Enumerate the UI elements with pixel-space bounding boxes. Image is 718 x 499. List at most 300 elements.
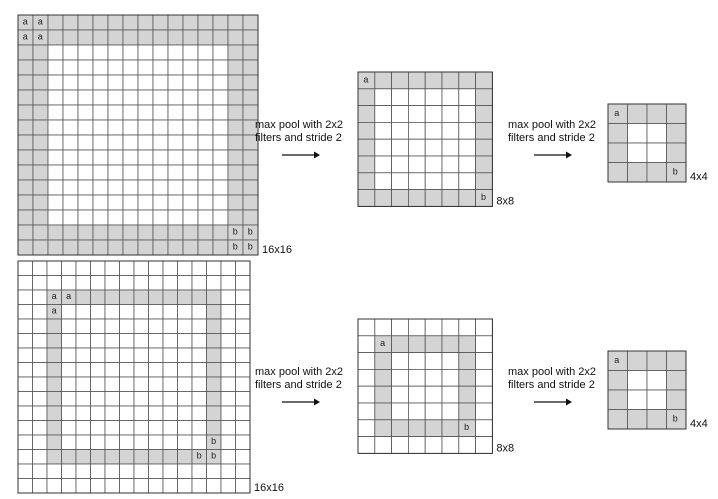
- grid-cell: [76, 435, 91, 450]
- grid-cell: [168, 45, 183, 60]
- grid-cell: [76, 261, 91, 276]
- grid-cell: [108, 15, 123, 30]
- grid-cell: [207, 290, 222, 305]
- grid-cell: [408, 369, 425, 386]
- grid-cell: [48, 180, 63, 195]
- grid-cell: [228, 90, 243, 105]
- grid-cell: [149, 392, 164, 407]
- grid-cell: [207, 261, 222, 276]
- grid-cell: [18, 363, 33, 378]
- grid-cell: [207, 334, 222, 349]
- grid-cell: [442, 190, 459, 207]
- grid-cell: [213, 120, 228, 135]
- grid-cell: [476, 173, 493, 190]
- grid-cell: [192, 261, 207, 276]
- grid-cell: [149, 435, 164, 450]
- grid-cell: [78, 60, 93, 75]
- grid-cell: [120, 450, 135, 465]
- grid-cell: [33, 479, 48, 494]
- grid-cell: [153, 240, 168, 255]
- arrow-head-icon: [566, 399, 572, 406]
- grid-cell: [425, 139, 442, 156]
- grid-cell: [358, 122, 375, 139]
- grid-cell: [358, 319, 375, 336]
- grid-cell: [76, 406, 91, 421]
- grid-cell: [105, 435, 120, 450]
- grid-cell: [228, 105, 243, 120]
- grid-cell: [153, 195, 168, 210]
- grid-cell: [358, 106, 375, 123]
- cell-letter-b: b: [211, 435, 217, 446]
- pool-arrow-group: [508, 119, 596, 159]
- grid-cell: [459, 122, 476, 139]
- grid-cell: [18, 261, 33, 276]
- grid-cell: [667, 124, 687, 144]
- grid-cell: [134, 435, 149, 450]
- grid-cell: [192, 406, 207, 421]
- grid-cell: [76, 276, 91, 291]
- grid-cell: [442, 369, 459, 386]
- grid-cell: [476, 72, 493, 89]
- grid-cell: [48, 195, 63, 210]
- grid-cell: [93, 90, 108, 105]
- grid-cell: [459, 89, 476, 106]
- grid-cell: [358, 386, 375, 403]
- grid-cell: [392, 386, 409, 403]
- grid-cell: [628, 410, 648, 430]
- grid-cell: [408, 437, 425, 454]
- grid-cell: [178, 450, 193, 465]
- grid-cell: [63, 75, 78, 90]
- grid-cell: [236, 421, 251, 436]
- grid-cell: [228, 120, 243, 135]
- grid-cell: [18, 165, 33, 180]
- grid-cell: [48, 45, 63, 60]
- grid-cell: [198, 30, 213, 45]
- grid-8x8-row2: [358, 319, 514, 454]
- grid-cell: [138, 30, 153, 45]
- grid-cell: [138, 225, 153, 240]
- grid-cell: [608, 124, 628, 144]
- grid-cell: [33, 90, 48, 105]
- grid-cell: [375, 420, 392, 437]
- grid-cell: [33, 105, 48, 120]
- grid-cell: [91, 290, 106, 305]
- grid-cell: [425, 437, 442, 454]
- grid-cell: [134, 377, 149, 392]
- grid-cell: [18, 464, 33, 479]
- grid-cell: [608, 163, 628, 183]
- grid-cell: [408, 173, 425, 190]
- grid-size-label: 4x4: [690, 171, 708, 183]
- grid-cell: [425, 122, 442, 139]
- grid-cell: [168, 135, 183, 150]
- grid-cell: [48, 15, 63, 30]
- grid-cell: [198, 180, 213, 195]
- grid-cell: [192, 479, 207, 494]
- grid-cell: [168, 225, 183, 240]
- grid-cell: [138, 60, 153, 75]
- grid-cell: [138, 150, 153, 165]
- grid-cell: [192, 319, 207, 334]
- grid-cell: [91, 363, 106, 378]
- grid-cell: [105, 319, 120, 334]
- arrow-head-icon: [314, 152, 320, 159]
- grid-cell: [33, 435, 48, 450]
- grid-cell: [192, 305, 207, 320]
- grid-cell: [48, 90, 63, 105]
- grid-cell: [628, 163, 648, 183]
- grid-cell: [108, 240, 123, 255]
- cell-letter-a: a: [51, 305, 57, 316]
- grid-cell: [476, 437, 493, 454]
- grid-cell: [105, 334, 120, 349]
- grid-cell: [91, 421, 106, 436]
- cell-letter-b: b: [211, 450, 217, 461]
- grid-cell: [153, 45, 168, 60]
- grid-cell: [228, 30, 243, 45]
- grid-cell: [178, 435, 193, 450]
- grid-cell: [213, 150, 228, 165]
- grid-cell: [192, 334, 207, 349]
- grid-cell: [243, 195, 258, 210]
- grid-cell: [392, 122, 409, 139]
- grid-cell: [105, 377, 120, 392]
- grid-cell: [78, 135, 93, 150]
- grid-cell: [108, 165, 123, 180]
- grid-cell: [78, 240, 93, 255]
- grid-cell: [192, 363, 207, 378]
- grid-cell: [392, 420, 409, 437]
- grid-cell: [153, 15, 168, 30]
- grid-cell: [93, 105, 108, 120]
- cell-letter-a: a: [614, 108, 620, 119]
- grid-cell: [647, 124, 667, 144]
- grid-cell: [18, 120, 33, 135]
- cell-letter-b: b: [672, 166, 678, 177]
- grid-4x4-row2: [608, 351, 708, 430]
- grid-cell: [442, 122, 459, 139]
- grid-cell: [153, 30, 168, 45]
- grid-cell: [33, 150, 48, 165]
- grid-cell: [236, 305, 251, 320]
- grid-cell: [647, 351, 667, 371]
- grid-cell: [408, 156, 425, 173]
- grid-cell: [213, 180, 228, 195]
- pool-caption-line: max pool with 2x2: [508, 366, 597, 378]
- grid-cell: [358, 353, 375, 370]
- pool-caption-line: filters and stride 2: [255, 379, 342, 391]
- grid-cell: [108, 45, 123, 60]
- grid-cell: [108, 60, 123, 75]
- pool-caption-line: max pool with 2x2: [255, 119, 344, 131]
- grid-cell: [93, 30, 108, 45]
- grid-cell: [138, 165, 153, 180]
- grid-cell: [18, 75, 33, 90]
- grid-cell: [62, 319, 77, 334]
- grid-cell: [358, 403, 375, 420]
- grid-cell: [228, 150, 243, 165]
- grid-cell: [647, 371, 667, 391]
- grid-cell: [183, 240, 198, 255]
- grid-cell: [108, 75, 123, 90]
- grid-cell: [221, 392, 236, 407]
- grid-cell: [183, 30, 198, 45]
- grid-cell: [628, 124, 648, 144]
- grid-cell: [163, 450, 178, 465]
- grid-cell: [178, 363, 193, 378]
- grid-cell: [105, 406, 120, 421]
- grid-cell: [183, 75, 198, 90]
- grid-cell: [476, 369, 493, 386]
- grid-cell: [207, 392, 222, 407]
- grid-cell: [213, 30, 228, 45]
- grid-cell: [33, 45, 48, 60]
- grid-cell: [78, 210, 93, 225]
- grid-cell: [63, 105, 78, 120]
- grid-cell: [236, 261, 251, 276]
- grid-cell: [138, 45, 153, 60]
- grid-cell: [375, 173, 392, 190]
- grid-cell: [76, 305, 91, 320]
- grid-cell: [76, 363, 91, 378]
- grid-cell: [476, 403, 493, 420]
- grid-cell: [168, 150, 183, 165]
- grid-cell: [18, 195, 33, 210]
- grid-cell: [134, 392, 149, 407]
- grid-cell: [78, 165, 93, 180]
- grid-cell: [63, 30, 78, 45]
- grid-cell: [18, 392, 33, 407]
- grid-cell: [76, 348, 91, 363]
- grid-cell: [134, 464, 149, 479]
- grid-cell: [47, 334, 62, 349]
- grid-cell: [459, 173, 476, 190]
- grid-cell: [425, 89, 442, 106]
- grid-cell: [392, 403, 409, 420]
- grid-cell: [123, 105, 138, 120]
- grid-cell: [33, 421, 48, 436]
- grid-cell: [63, 60, 78, 75]
- grid-cell: [33, 464, 48, 479]
- grid-cell: [76, 479, 91, 494]
- grid-cell: [48, 75, 63, 90]
- grid-cell: [183, 195, 198, 210]
- grid-cell: [93, 225, 108, 240]
- grid-cell: [192, 348, 207, 363]
- grid-cell: [47, 319, 62, 334]
- grid-cell: [178, 261, 193, 276]
- grid-cell: [62, 261, 77, 276]
- grid-cell: [476, 336, 493, 353]
- grid-cell: [476, 106, 493, 123]
- grid-cell: [228, 75, 243, 90]
- grid-cell: [63, 45, 78, 60]
- grid-cell: [78, 45, 93, 60]
- grid-cell: [358, 173, 375, 190]
- grid-cell: [425, 319, 442, 336]
- grid-cell: [134, 348, 149, 363]
- grid-cell: [120, 479, 135, 494]
- grid-cell: [18, 334, 33, 349]
- grid-cell: [207, 464, 222, 479]
- grid-cell: [62, 276, 77, 291]
- grid-cell: [153, 105, 168, 120]
- grid-cell: [149, 479, 164, 494]
- grid-cell: [93, 195, 108, 210]
- grid-cell: [163, 363, 178, 378]
- grid-cell: [425, 190, 442, 207]
- grid-cell: [105, 421, 120, 436]
- grid-cell: [153, 225, 168, 240]
- grid-cell: [178, 334, 193, 349]
- grid-cell: [134, 363, 149, 378]
- grid-cell: [78, 75, 93, 90]
- grid-cell: [236, 479, 251, 494]
- grid-cell: [33, 450, 48, 465]
- grid-cell: [91, 305, 106, 320]
- grid-cell: [221, 319, 236, 334]
- grid-cell: [442, 403, 459, 420]
- grid-cell: [192, 276, 207, 291]
- grid-cell: [153, 90, 168, 105]
- grid-cell: [33, 348, 48, 363]
- grid-cell: [123, 195, 138, 210]
- grid-size-label: 16x16: [262, 244, 292, 256]
- grid-cell: [33, 363, 48, 378]
- grid-cell: [48, 30, 63, 45]
- grid-cell: [442, 420, 459, 437]
- grid-cell: [123, 45, 138, 60]
- grid-cell: [198, 105, 213, 120]
- grid-cell: [236, 406, 251, 421]
- grid-cell: [221, 363, 236, 378]
- grid-cell: [63, 135, 78, 150]
- grid-cell: [213, 165, 228, 180]
- grid-cell: [149, 348, 164, 363]
- grid-size-label: 4x4: [690, 418, 708, 430]
- grid-cell: [62, 450, 77, 465]
- grid-cell: [47, 377, 62, 392]
- grid-cell: [138, 120, 153, 135]
- grid-cell: [442, 437, 459, 454]
- grid-cell: [62, 406, 77, 421]
- grid-cell: [33, 276, 48, 291]
- grid-cell: [138, 210, 153, 225]
- grid-cell: [375, 72, 392, 89]
- grid-cell: [123, 60, 138, 75]
- grid-cell: [63, 195, 78, 210]
- grid-cell: [62, 334, 77, 349]
- grid-cell: [120, 392, 135, 407]
- grid-cell: [459, 156, 476, 173]
- grid-cell: [120, 305, 135, 320]
- grid-cell: [48, 210, 63, 225]
- grid-cell: [192, 464, 207, 479]
- grid-cell: [108, 105, 123, 120]
- grid-cell: [228, 210, 243, 225]
- grid-cell: [243, 30, 258, 45]
- grid-cell: [459, 139, 476, 156]
- grid-cell: [375, 89, 392, 106]
- grid-cell: [63, 120, 78, 135]
- grid-cell: [408, 89, 425, 106]
- grid-cell: [62, 348, 77, 363]
- grid-cell: [213, 225, 228, 240]
- grid-cell: [198, 195, 213, 210]
- grid-cell: [221, 377, 236, 392]
- grid-cell: [47, 392, 62, 407]
- cell-letter-b: b: [247, 241, 253, 252]
- grid-cell: [33, 392, 48, 407]
- grid-cell: [228, 135, 243, 150]
- grid-cell: [120, 334, 135, 349]
- grid-cell: [18, 90, 33, 105]
- grid-cell: [105, 290, 120, 305]
- grid-cell: [120, 348, 135, 363]
- grid-cell: [392, 173, 409, 190]
- grid-cell: [183, 60, 198, 75]
- grid-cell: [47, 363, 62, 378]
- grid-16x16-row2: [18, 261, 284, 494]
- grid-cell: [476, 319, 493, 336]
- grid-cell: [33, 210, 48, 225]
- grid-cell: [93, 150, 108, 165]
- grid-cell: [228, 180, 243, 195]
- grid-cell: [178, 305, 193, 320]
- grid-cell: [178, 421, 193, 436]
- grid-16x16-row1: [18, 15, 292, 256]
- grid-cell: [183, 165, 198, 180]
- grid-cell: [63, 180, 78, 195]
- grid-cell: [120, 276, 135, 291]
- grid-cell: [358, 336, 375, 353]
- grid-cell: [108, 225, 123, 240]
- grid-cell: [163, 392, 178, 407]
- grid-cell: [667, 143, 687, 163]
- grid-cell: [178, 406, 193, 421]
- grid-cell: [213, 195, 228, 210]
- grid-cell: [108, 195, 123, 210]
- cell-letter-a: a: [22, 16, 28, 27]
- grid-cell: [62, 363, 77, 378]
- grid-cell: [18, 225, 33, 240]
- grid-cell: [163, 276, 178, 291]
- grid-cell: [62, 392, 77, 407]
- grid-cell: [63, 165, 78, 180]
- grid-cell: [198, 60, 213, 75]
- grid-cell: [392, 437, 409, 454]
- grid-cell: [207, 479, 222, 494]
- grid-cell: [425, 336, 442, 353]
- grid-cell: [78, 120, 93, 135]
- grid-cell: [47, 435, 62, 450]
- grid-cell: [91, 435, 106, 450]
- grid-cell: [459, 437, 476, 454]
- grid-cell: [18, 135, 33, 150]
- cell-letter-a: a: [66, 290, 72, 301]
- grid-cell: [120, 363, 135, 378]
- grid-cell: [221, 276, 236, 291]
- grid-cell: [236, 290, 251, 305]
- grid-cell: [442, 336, 459, 353]
- grid-cell: [392, 190, 409, 207]
- grid-cell: [138, 240, 153, 255]
- grid-4x4-row1: [608, 104, 708, 183]
- grid-cell: [213, 15, 228, 30]
- grid-cell: [168, 75, 183, 90]
- grid-cell: [18, 377, 33, 392]
